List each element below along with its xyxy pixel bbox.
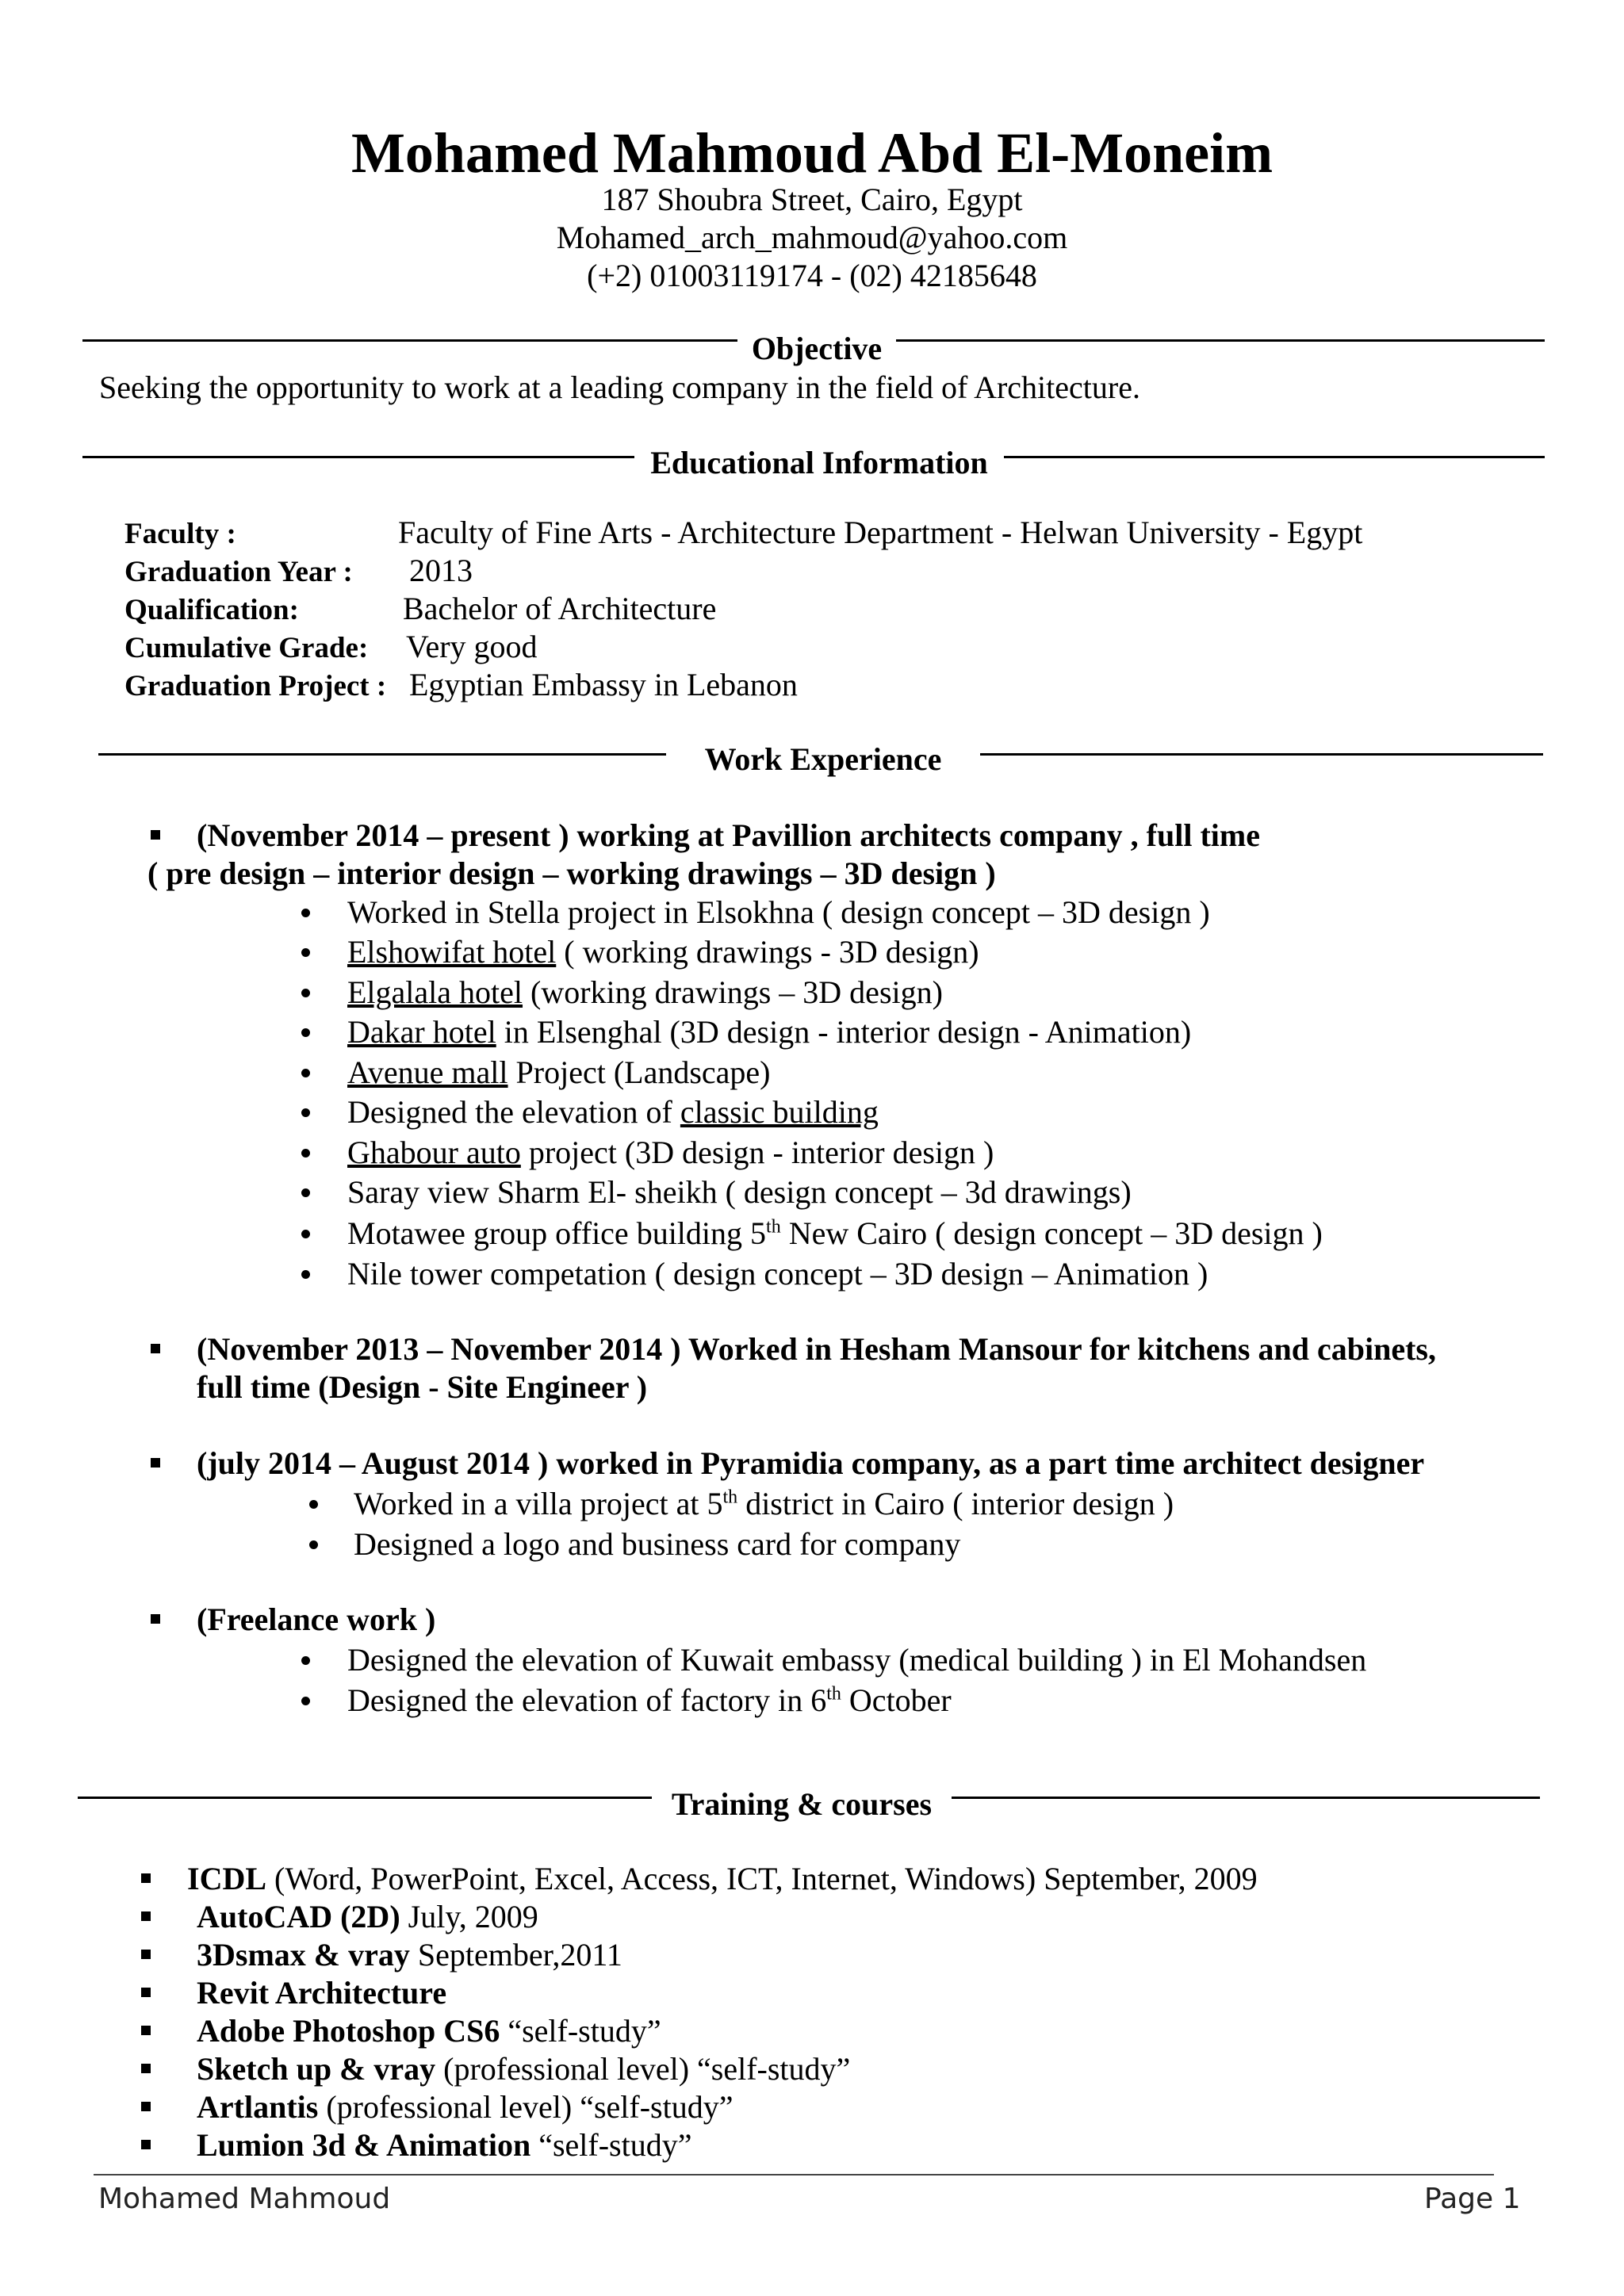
bullet-dot-icon <box>301 1270 310 1279</box>
job-item: Designed the elevation of Kuwait embassy (medical building ) in El Mohandsen <box>347 1642 1367 1678</box>
job-item: Designed the elevation of factory in 6th October <box>347 1682 952 1718</box>
course-item: Artlantis (professional level) “self-study” <box>197 2089 733 2125</box>
job-heading-continued: full time (Design - Site Engineer ) <box>197 1369 648 1405</box>
bullet-square-icon <box>141 2102 151 2111</box>
bullet-dot-icon <box>309 1540 318 1549</box>
edu-label-faculty: Faculty : <box>124 518 236 550</box>
bullet-dot-icon <box>301 1028 310 1037</box>
bullet-square-icon <box>151 1344 160 1353</box>
section-title-training: Training & courses <box>671 1786 933 1822</box>
bullet-square-icon <box>151 1458 160 1468</box>
bullet-square-icon <box>141 1950 151 1959</box>
course-item: AutoCAD (2D) July, 2009 <box>197 1899 538 1934</box>
section-title-education: Educational Information <box>650 445 988 480</box>
bullet-square-icon <box>141 1873 151 1883</box>
course-item: Adobe Photoshop CS6 “self-study” <box>197 2013 661 2049</box>
edu-value-grade: Very good <box>406 629 538 664</box>
footer-rule <box>94 2174 1494 2175</box>
bullet-dot-icon <box>301 989 310 997</box>
edu-value-qualification: Bachelor of Architecture <box>403 591 717 626</box>
edu-value-project: Egyptian Embassy in Lebanon <box>409 667 798 702</box>
bullet-square-icon <box>141 2140 151 2149</box>
job-heading: (july 2014 – August 2014 ) worked in Pyramidia company, as a part time architect designer <box>197 1445 1425 1481</box>
bullet-dot-icon <box>301 1108 310 1117</box>
bullet-dot-icon <box>301 1069 310 1077</box>
edu-label-qualification: Qualification: <box>124 594 299 626</box>
bullet-square-icon <box>141 1911 151 1921</box>
job-item: Elgalala hotel (working drawings – 3D design) <box>347 974 943 1010</box>
bullet-dot-icon <box>309 1500 318 1509</box>
job-heading: (November 2014 – present ) working at Pavillion architects company , full time <box>197 817 1260 853</box>
job-item: Designed the elevation of classic building <box>347 1094 879 1130</box>
bullet-dot-icon <box>301 1149 310 1158</box>
job-item: Designed a logo and business card for company <box>354 1526 961 1562</box>
bullet-square-icon <box>151 830 160 840</box>
job-item: Saray view Sharm El- sheikh ( design concept – 3d drawings) <box>347 1174 1132 1210</box>
course-item: Lumion 3d & Animation “self-study” <box>197 2127 692 2163</box>
objective-text: Seeking the opportunity to work at a leading company in the field of Architecture. <box>99 369 1140 405</box>
bullet-dot-icon <box>301 1230 310 1238</box>
bullet-square-icon <box>141 1988 151 1997</box>
section-title-work: Work Experience <box>704 741 942 777</box>
email: Mohamed_arch_mahmoud@yahoo.com <box>556 220 1068 255</box>
bullet-dot-icon <box>301 948 310 957</box>
job-item: Worked in Stella project in Elsokhna ( design concept – 3D design ) <box>347 894 1210 930</box>
bullet-square-icon <box>151 1614 160 1624</box>
section-rule <box>98 753 666 756</box>
job-subheading: ( pre design – interior design – working drawings – 3D design ) <box>147 855 996 891</box>
job-item: Worked in a villa project at 5th district in Cairo ( interior design ) <box>354 1486 1174 1521</box>
bullet-dot-icon <box>301 1697 310 1705</box>
edu-label-graduation-year: Graduation Year : <box>124 556 353 588</box>
job-item: Motawee group office building 5th New Cairo ( design concept – 3D design ) <box>347 1215 1323 1251</box>
edu-value-faculty: Faculty of Fine Arts - Architecture Department - Helwan University - Egypt <box>398 515 1363 550</box>
section-rule <box>82 339 737 342</box>
bullet-square-icon <box>141 2026 151 2035</box>
job-item: Ghabour auto project (3D design - interior design ) <box>347 1135 994 1170</box>
edu-label-project: Graduation Project : <box>124 670 387 702</box>
phone: (+2) 01003119174 - (02) 42185648 <box>587 258 1037 293</box>
job-item: Dakar hotel in Elsenghal (3D design - interior design - Animation) <box>347 1014 1192 1050</box>
address: 187 Shoubra Street, Cairo, Egypt <box>601 182 1023 217</box>
section-rule <box>1004 456 1545 458</box>
section-rule <box>78 1797 652 1799</box>
edu-label-grade: Cumulative Grade: <box>124 632 369 664</box>
course-item: Sketch up & vray (professional level) “self-study” <box>197 2051 851 2087</box>
section-rule <box>896 339 1545 342</box>
job-item: Elshowifat hotel ( working drawings - 3D design) <box>347 934 979 970</box>
job-item: Nile tower competation ( design concept – 3D design – Animation ) <box>347 1256 1208 1292</box>
footer-page-number: Page 1 <box>1424 2183 1521 2215</box>
section-rule <box>82 456 634 458</box>
course-item: 3Dsmax & vray September,2011 <box>197 1937 622 1973</box>
candidate-name: Mohamed Mahmoud Abd El-Moneim <box>350 121 1274 185</box>
section-title-objective: Objective <box>751 331 883 366</box>
bullet-dot-icon <box>301 909 310 917</box>
bullet-dot-icon <box>301 1656 310 1665</box>
section-rule <box>952 1797 1540 1799</box>
bullet-square-icon <box>141 2064 151 2073</box>
job-heading: (November 2013 – November 2014 ) Worked in Hesham Mansour for kitchens and cabinets, <box>197 1331 1436 1367</box>
edu-value-graduation-year: 2013 <box>409 553 473 588</box>
bullet-dot-icon <box>301 1188 310 1197</box>
job-heading: (Freelance work ) <box>197 1601 436 1637</box>
footer-author: Mohamed Mahmoud <box>98 2183 391 2215</box>
section-rule <box>980 753 1543 756</box>
job-item: Avenue mall Project (Landscape) <box>347 1054 771 1090</box>
course-item: Revit Architecture <box>197 1975 447 2011</box>
course-item: ICDL (Word, PowerPoint, Excel, Access, ICT, Internet, Windows) September, 2009 <box>187 1861 1258 1896</box>
